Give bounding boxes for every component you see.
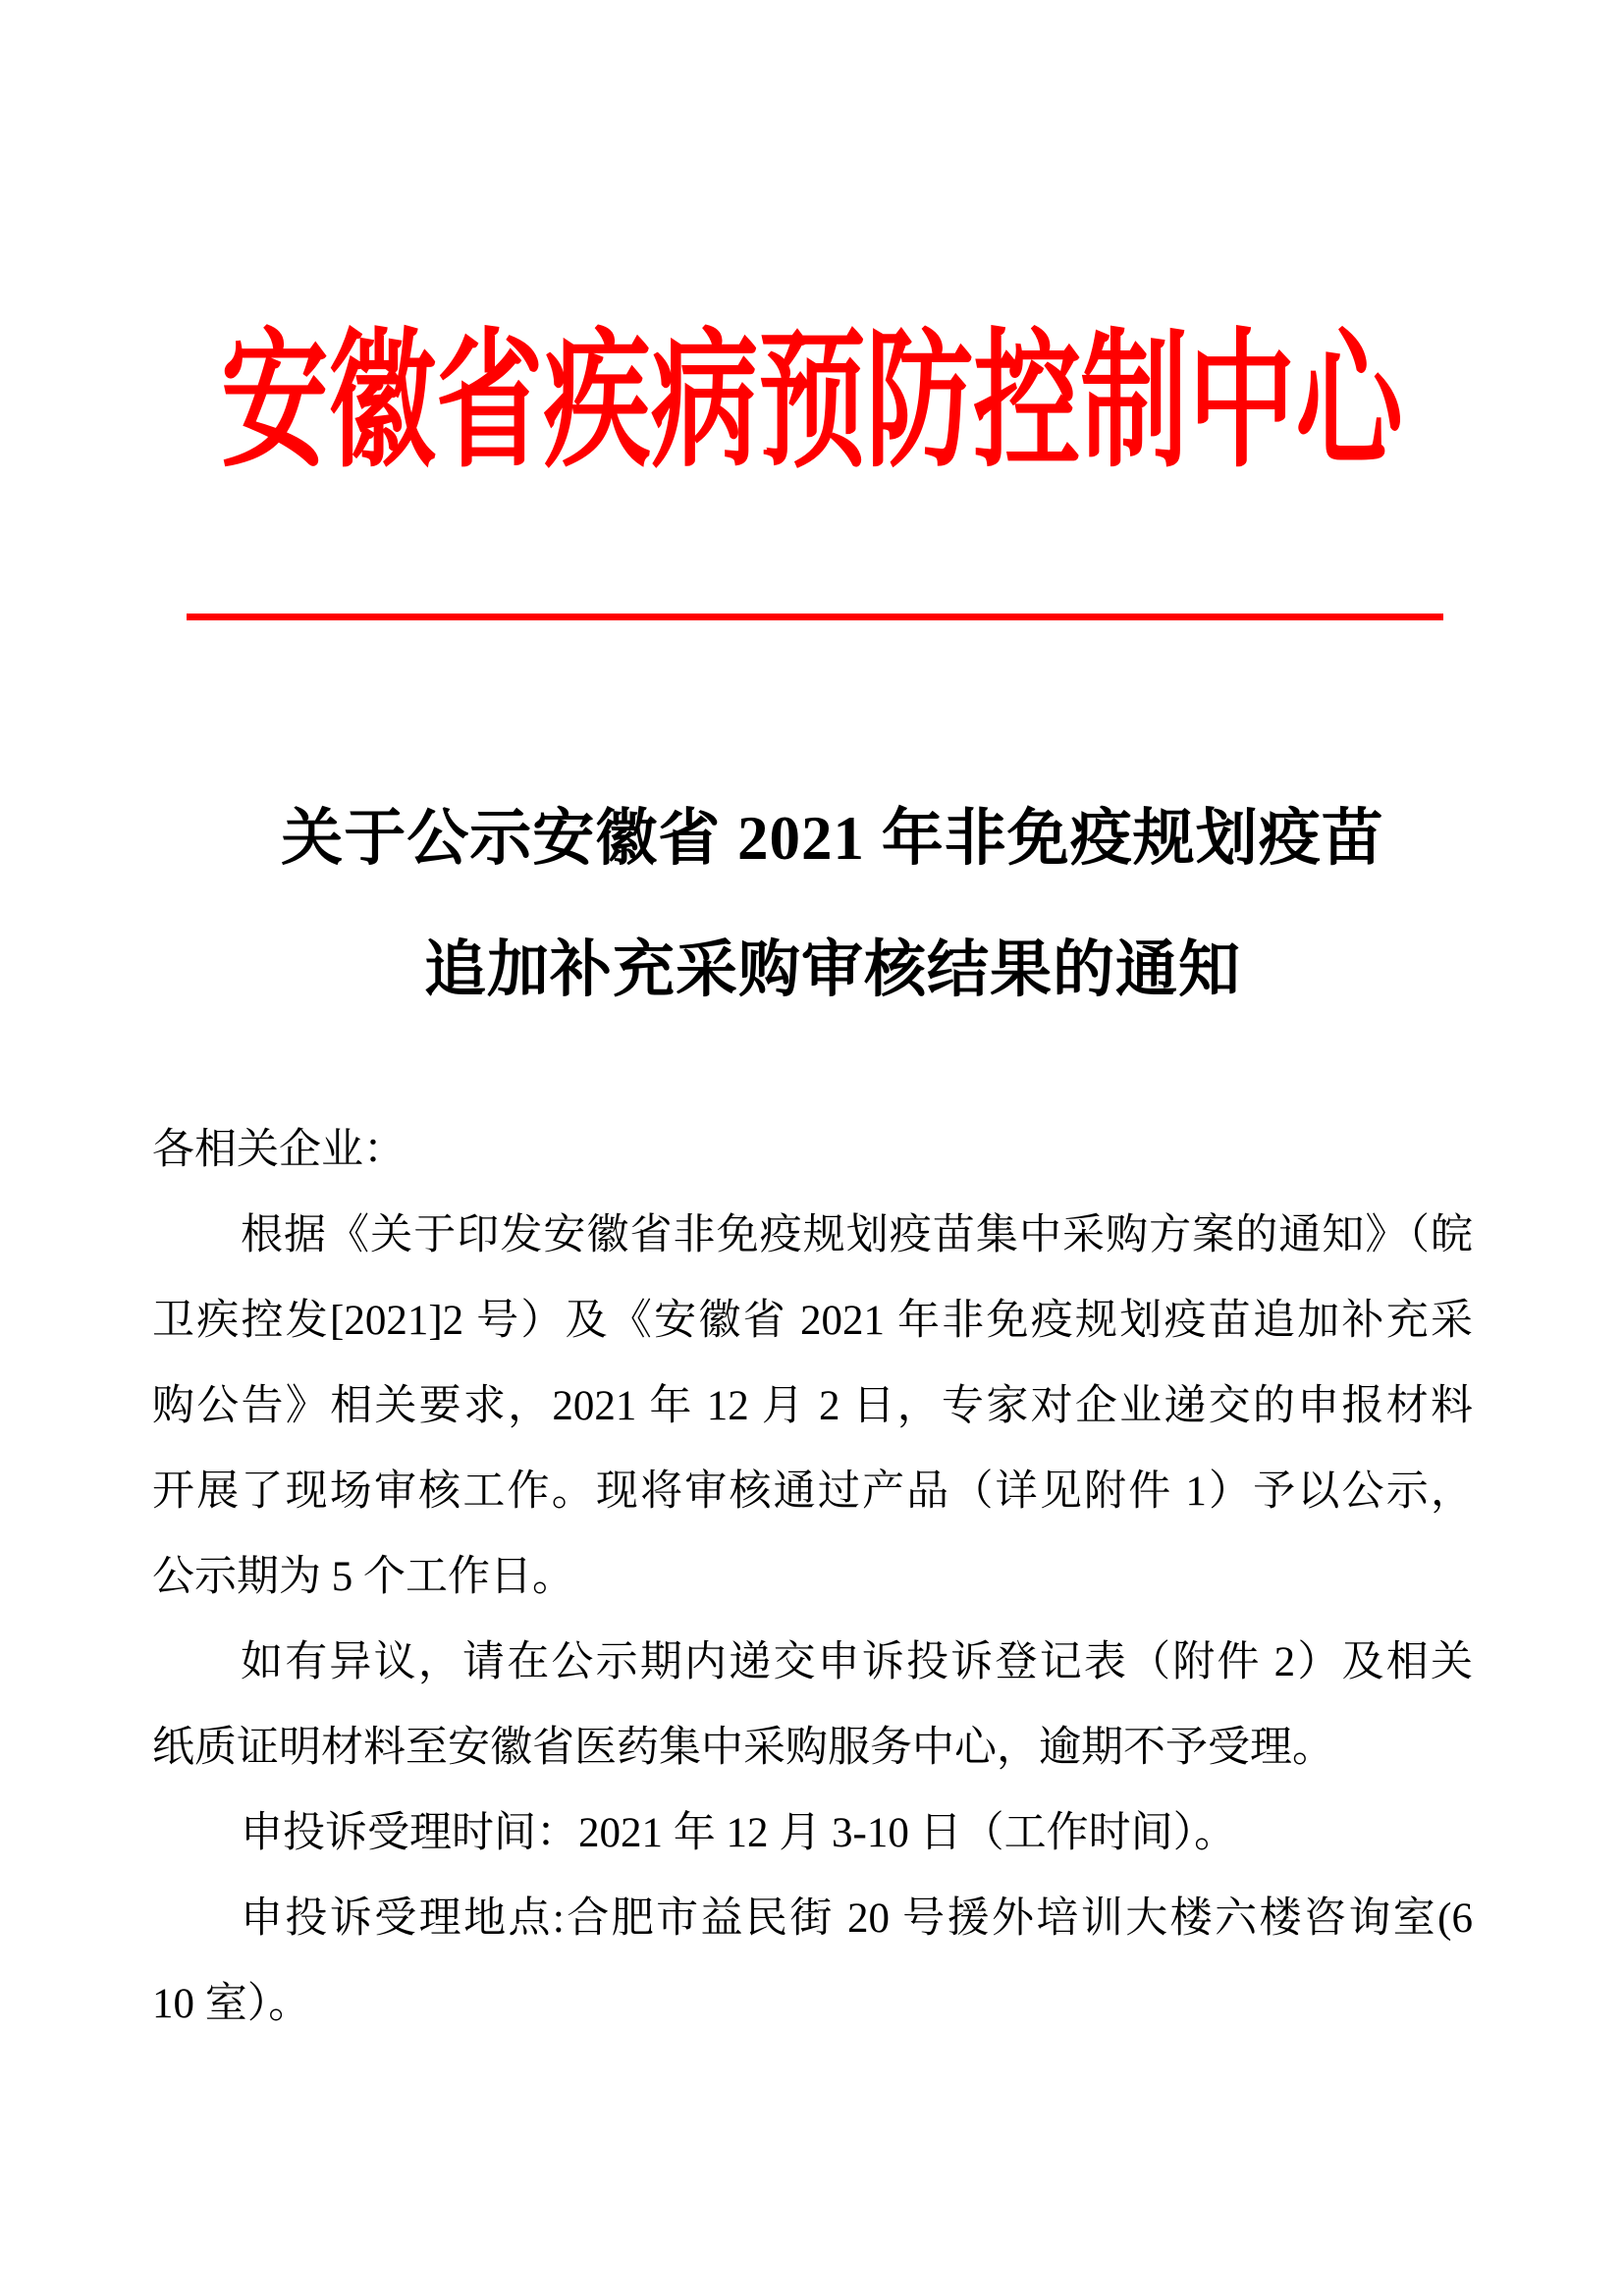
body-line: 申投诉受理地点:合肥市益民街 20 号援外培训大楼六楼咨询室(6 bbox=[241, 1896, 1473, 1942]
body-line: 卫疾控发[2021]2 号）及《安徽省 2021 年非免疫规划疫苗追加补充采 bbox=[152, 1298, 1473, 1344]
document-title-line1: 关于公示安徽省 2021 年非免疫规划疫苗 bbox=[281, 804, 1384, 873]
body-line: 申投诉受理时间：2021 年 12 月 3-10 日（工作时间）。 bbox=[241, 1810, 1237, 1856]
body-line: 公示期为 5 个工作日。 bbox=[152, 1554, 574, 1600]
body-line: 开展了现场审核工作。现将审核通过产品（详见附件 1）予以公示， bbox=[152, 1468, 1473, 1515]
body-line: 10 室）。 bbox=[152, 1981, 311, 2027]
body-line: 如有异议，请在公示期内递交申诉投诉登记表（附件 2）及相关 bbox=[241, 1639, 1473, 1685]
body-line: 纸质证明材料至安徽省医药集中采购服务中心，逾期不予受理。 bbox=[152, 1725, 1334, 1771]
document-letterhead bbox=[0, 322, 1624, 483]
document-title bbox=[172, 773, 1493, 1036]
body-line: 根据《关于印发安徽省非免疫规划疫苗集中采购方案的通知》（皖 bbox=[241, 1212, 1473, 1258]
document-body bbox=[152, 1107, 1473, 2047]
document-title-line2: 追加补充采购审核结果的通知 bbox=[424, 935, 1241, 1004]
body-line-salutation: 各相关企业： bbox=[152, 1127, 406, 1173]
body-line: 购公告》相关要求，2021 年 12 月 2 日，专家对企业递交的申报材料 bbox=[152, 1383, 1473, 1429]
red-divider-line bbox=[187, 614, 1443, 620]
org-name-text: 安徽省疾病预防控制中心 bbox=[221, 320, 1403, 485]
